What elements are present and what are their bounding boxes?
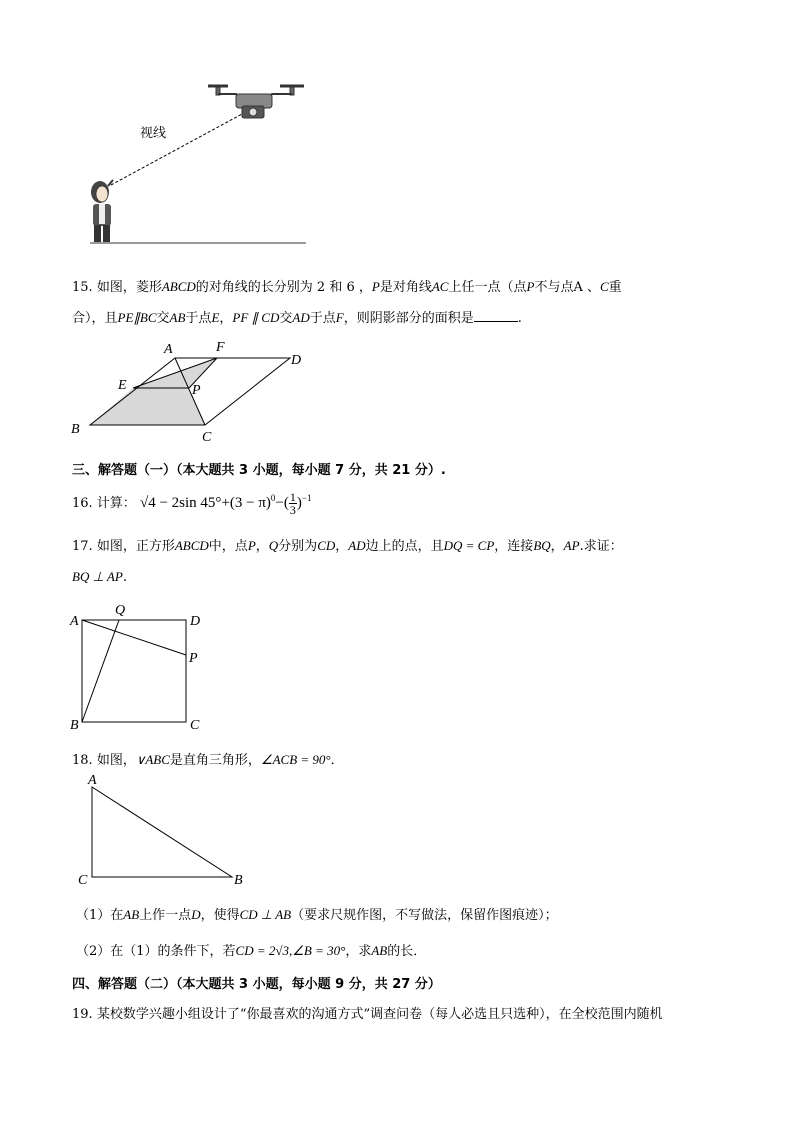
text: （1）在 — [76, 908, 124, 923]
text: ， — [219, 311, 233, 326]
math-text: AB — [169, 310, 186, 325]
sight-label: 视线 — [140, 126, 167, 141]
text: 交 — [156, 311, 170, 326]
text: 于点 — [309, 311, 336, 326]
text: 的长． — [387, 944, 427, 959]
text: . — [517, 311, 522, 326]
label-a: A — [164, 342, 173, 357]
math-text: CD ⊥ AB — [239, 907, 292, 922]
square-figure — [65, 600, 215, 736]
math-text: AD — [292, 310, 310, 325]
fraction-numerator: 1 — [289, 490, 296, 504]
math-text: PF ∥ CD — [232, 310, 280, 325]
label-b: B — [71, 422, 80, 437]
label-d: D — [291, 353, 302, 368]
math-text: F — [335, 310, 344, 325]
question-number: 18. — [72, 753, 93, 768]
person-icon — [91, 180, 113, 242]
math-text: BQ ⊥ AP — [72, 569, 123, 584]
math-text: ) — [296, 494, 302, 511]
label-c: C — [78, 873, 88, 888]
text: ，使得 — [200, 908, 240, 923]
rhombus-figure — [65, 338, 315, 448]
section-heading: 四、解答题（二）（本大题共 3 小题，每小题 9 分，共 27 分） — [72, 977, 441, 992]
text: 重 — [608, 280, 622, 295]
math-text: AB — [123, 907, 140, 922]
section-heading: 三、解答题（一）（本大题共 3 小题，每小题 7 分，共 21 分）. — [72, 463, 446, 478]
math-text: E — [211, 310, 220, 325]
square-outline — [82, 620, 186, 722]
text: 上作一点 — [139, 908, 192, 923]
label-a: A — [70, 614, 79, 629]
math-expression — [139, 490, 312, 517]
text: ，连接 — [494, 539, 534, 554]
question-number: 15. — [72, 280, 93, 295]
math-text: ∠ACB = 90° — [260, 752, 331, 767]
math-text: P — [371, 279, 380, 294]
math-text: CD — [317, 538, 336, 553]
math-text: BQ — [533, 538, 551, 553]
drone-icon — [208, 86, 304, 118]
q17-line2 — [72, 569, 127, 585]
text: 于点 — [185, 311, 212, 326]
text: ，则阴影部分的面积是 — [343, 311, 474, 326]
fraction-denominator: 3 — [289, 503, 296, 517]
label-a: A — [88, 773, 97, 788]
text: 计算： — [96, 495, 136, 511]
text: 边上的点，且 — [365, 539, 444, 554]
math-text: P — [526, 279, 535, 294]
text: 如图，正方形 — [96, 539, 175, 554]
text: 中，点 — [208, 539, 248, 554]
text: 是对角线 — [379, 280, 432, 295]
q17-line1 — [72, 535, 623, 554]
math-text: √4 − 2sin 45° — [139, 494, 222, 511]
text: ， — [550, 539, 564, 554]
label-p: P — [189, 651, 198, 666]
text: 如图，菱形 — [96, 280, 162, 295]
text: ． — [330, 753, 344, 768]
math-text: DQ = CP — [443, 538, 495, 553]
math-text: −( — [275, 494, 289, 511]
text: .求证： — [579, 539, 623, 554]
q18-sub1 — [76, 904, 558, 923]
math-text: Q — [268, 538, 279, 553]
math-text: ∨ABC — [135, 752, 170, 767]
text: 某校数学兴趣小组设计了“你最喜欢的沟通方式”调查问卷（每人必选且只选种），在全校范围内随机 — [96, 1007, 663, 1022]
label-f: F — [216, 340, 225, 355]
label-d: D — [190, 614, 201, 629]
q19-line — [72, 1003, 663, 1022]
shaded-region — [90, 388, 205, 425]
math-text: PE∥BC — [117, 310, 157, 325]
label-q: Q — [115, 603, 126, 618]
label-c: C — [190, 718, 200, 733]
math-text: +(3 − π) — [221, 494, 271, 511]
text: 的对角线的长分别为 2 和 6 ， — [195, 280, 372, 295]
math-text: AB — [371, 943, 388, 958]
math-text: D — [191, 907, 201, 922]
text: . — [122, 570, 127, 585]
math-text: P — [247, 538, 256, 553]
q18-line1 — [72, 749, 344, 768]
triangle-outline — [92, 787, 232, 877]
text: 不与点A 、 — [534, 280, 600, 295]
q16-line — [72, 491, 311, 516]
math-text: AC — [431, 279, 449, 294]
text: ，求 — [345, 944, 372, 959]
label-e: E — [118, 378, 127, 393]
q15-line2 — [72, 307, 522, 326]
text: ， — [255, 539, 269, 554]
fraction — [289, 491, 297, 516]
math-text: AP — [563, 538, 580, 553]
label-p: P — [192, 383, 201, 398]
segment-bq — [82, 620, 119, 722]
exponent: 0 — [270, 492, 276, 503]
q18-sub2 — [76, 940, 426, 959]
text: （2）在（1）的条件下，若 — [76, 944, 236, 959]
q15-line1 — [72, 276, 622, 295]
question-number: 17. — [72, 539, 93, 554]
text: ， — [335, 539, 349, 554]
label-c: C — [202, 430, 212, 445]
math-text: ABCD — [161, 279, 196, 294]
text: （要求尺规作图，不写做法，保留作图痕迹）； — [291, 908, 558, 923]
math-text: AD — [348, 538, 366, 553]
drone-figure — [80, 80, 320, 250]
math-text: C — [599, 279, 609, 294]
text: 合），且 — [72, 311, 118, 326]
text: 是直角三角形， — [169, 753, 261, 768]
sight-line — [111, 114, 242, 185]
text: 交 — [279, 311, 293, 326]
answer-blank — [474, 309, 518, 322]
exponent: −1 — [301, 492, 312, 503]
text: 上任一点（点 — [448, 280, 527, 295]
segment-ap — [82, 620, 186, 655]
label-b: B — [70, 718, 79, 733]
text: 分别为 — [278, 539, 318, 554]
question-number: 16. — [72, 495, 93, 511]
triangle-figure — [72, 772, 262, 890]
label-b: B — [234, 873, 243, 888]
math-text: ABCD — [174, 538, 209, 553]
math-text: CD = 2√3,∠B = 30° — [235, 943, 346, 958]
text: 如图， — [96, 753, 136, 768]
question-number: 19. — [72, 1007, 93, 1022]
